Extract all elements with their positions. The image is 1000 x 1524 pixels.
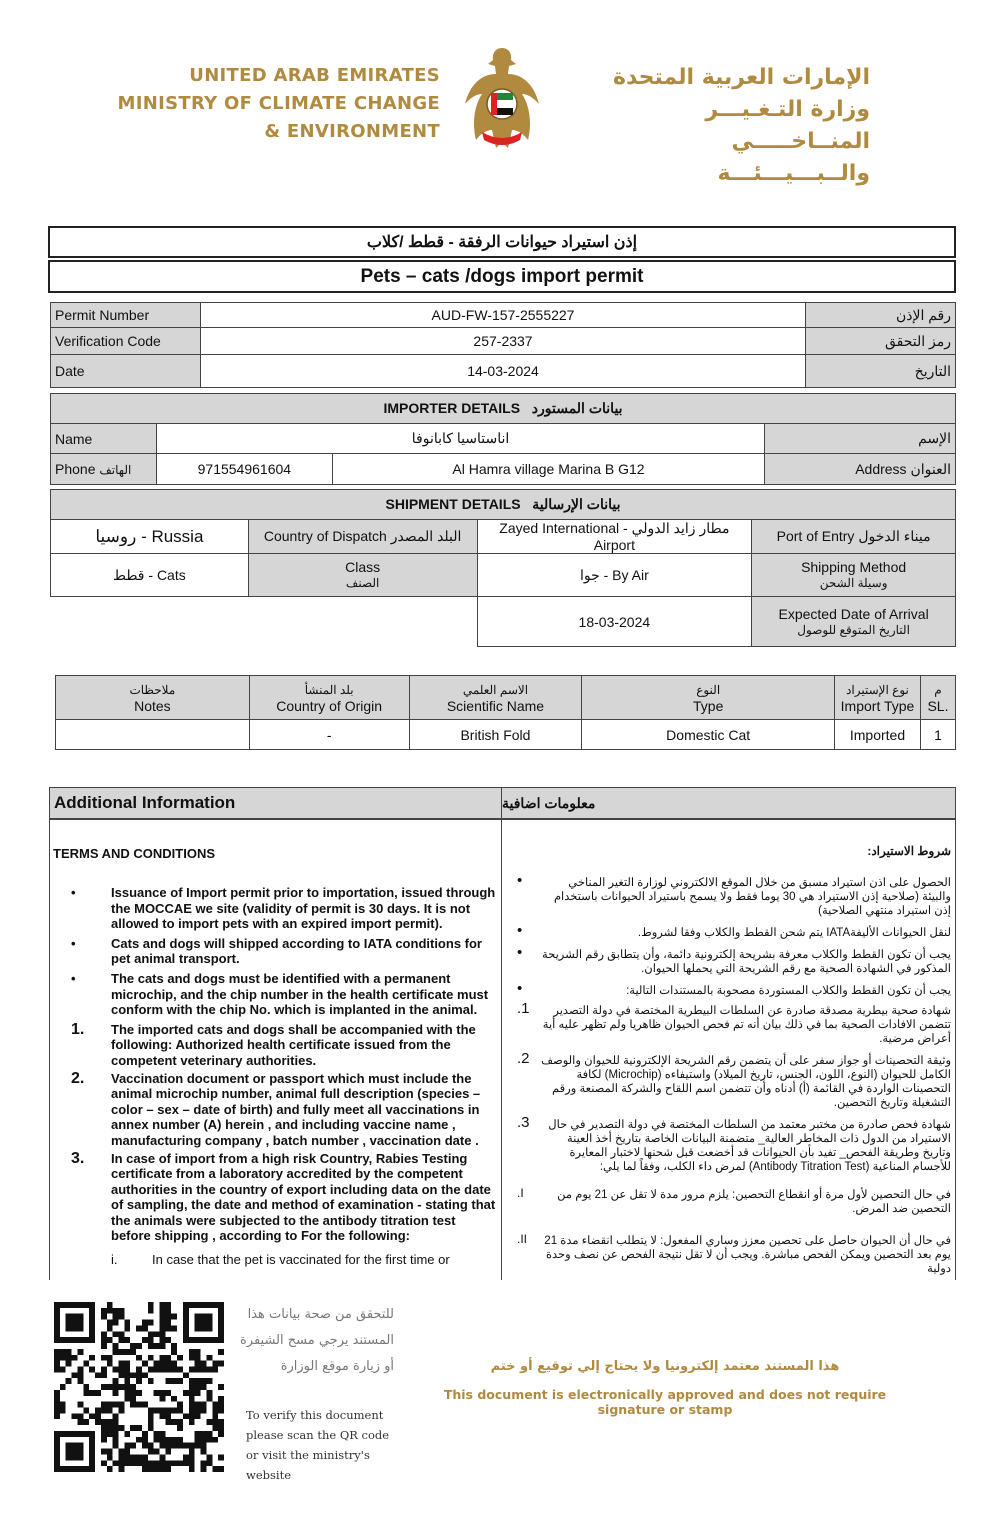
class-label: [248, 554, 477, 597]
col-origin-en: Country of Origin: [276, 697, 383, 714]
col-notes-ar: ملاحظات: [129, 682, 176, 697]
table-cell: [56, 720, 250, 750]
ministry-name-en: [100, 62, 440, 146]
col-origin: [249, 676, 409, 720]
col-scientific-ar: الاسم العلمي: [462, 682, 529, 697]
list-item-text: شهادة فحص صادرة من مختبر معتمد من السلطات المختصة في دولة التصدير في حال الاستيراد من الدول ذات المخاطر العالية_ متضمنة البيانات الخاصة بتاريخ أخذ العينة وتاريخ وطريقة الفحص_ تفيد بأن الحيوانات قد أخضعت قبل شحنها لاختبار المعايرة للأجسام المناعية (Antibody Titration Test) لمرض داء الكلب، وفقاً لما يلي:: [548, 1119, 951, 1173]
bullet-marker: •: [71, 885, 76, 900]
bullet-marker: •: [517, 980, 523, 997]
list-item-text: وثيقة التحصينات أو جواز سفر على أن يتضمن رقم الشريحة الإلكترونية للحيوان والوصف الكامل للحيوان (النوع، اللون، الجنس، تاريخ الميلاد) واستيفاءه (Microchip) لكافة التحصينات الواردة في القائمة (أ) أدناه وأن تتضمن اسم اللقاح والشركة المصنعة ورقم التشغيلة وتاريخ التحصين.: [541, 1055, 951, 1109]
list-item-text: The imported cats and dogs shall be accompanied with the following: Authorized health certificate issued from the competent veterinary authorities.: [111, 1021, 476, 1068]
ministry-name-ar: [560, 62, 870, 190]
number-marker: 3.: [517, 1114, 530, 1131]
arrival-label-en: Expected Date of Arrival: [778, 605, 929, 622]
list-item: [53, 936, 497, 967]
permit-number-label-ar: رقم الإذن: [806, 303, 956, 328]
arrival-value: 18-03-2024: [477, 597, 752, 647]
bullet-marker: •: [517, 872, 523, 889]
terms-en-column: [49, 820, 502, 1280]
col-sl-ar: م: [934, 682, 942, 697]
verify-ar-line: المستند يرجي مسح الشيفرة: [239, 1333, 394, 1348]
header-en-line-2: MINISTRY OF CLIMATE CHANGE: [117, 93, 440, 114]
list-item-text: Vaccination document or passport which must include the animal microchip number, animal full description (species – color – sex – date of birth) and fully meet all vaccinations in annex number (A) herein , and including vaccine name , manufacturing company , batch number , vaccination date .: [111, 1070, 481, 1148]
address-value: Al Hamra village Marina B G12: [332, 454, 764, 485]
address-label-ar: العنوان: [910, 460, 951, 477]
phone-value: 971554961604: [156, 454, 332, 485]
additional-heading-en: Additional Information: [49, 787, 502, 819]
list-item-text: The cats and dogs must be identified with a permanent microchip, and the chip number in the health certificate must conform with the chip No. which is implanted in the animal.: [111, 970, 489, 1018]
terms-heading-en: TERMS AND CONDITIONS: [53, 846, 216, 861]
col-scientific: [409, 676, 582, 720]
col-notes-en: Notes: [134, 697, 171, 714]
bullet-marker: •: [71, 970, 76, 986]
importer-table: [50, 393, 956, 485]
verify-ar-line: للتحقق من صحة بيانات هذا: [247, 1307, 394, 1322]
verification-code-value: 257-2337: [200, 328, 805, 355]
header-ar-line-2: وزارة التـغـيـــر المنــاخـــــي: [705, 97, 870, 154]
entry-value: مطار زايد الدولي - Zayed International Airport: [477, 520, 752, 554]
terms-ar-list: [517, 872, 951, 1276]
phone-label: [51, 454, 157, 485]
verification-code-label-ar: رمز التحقق: [806, 328, 956, 355]
col-scientific-en: Scientific Name: [446, 697, 545, 714]
bullet-marker: •: [71, 935, 76, 951]
roman-marker: II.: [517, 1232, 528, 1246]
verify-ar-line: أو زيارة موقع الوزارة: [280, 1359, 394, 1374]
phone-label-ar: الهاتف: [99, 463, 132, 477]
list-item: [53, 971, 497, 1018]
verify-en-line: please scan the QR code: [246, 1428, 390, 1442]
table-cell: Imported: [835, 720, 921, 750]
col-import-type-ar: نوع الإستيراد: [846, 682, 909, 697]
title-ar: إذن استيراد حيوانات الرفقة - قطط /كلاب: [48, 226, 956, 258]
shipment-heading-ar: بيانات الإرسالية: [532, 496, 621, 512]
empty-cell: [248, 597, 477, 647]
list-item: [517, 944, 951, 976]
class-label-ar: الصنف: [345, 576, 380, 590]
list-item: [53, 885, 497, 932]
number-marker: 2.: [517, 1050, 530, 1067]
method-label-en: Shipping Method: [801, 559, 907, 575]
date-label-ar: التاريخ: [806, 355, 956, 388]
list-item-text: الحصول على اذن استيراد مسبق من خلال الموقع الالكتروني لوزارة التغير المناخي والبيئة (صلاحية إذن الاستيراد هي 30 يوما فقط ولا يسمح باستيراد الحيوانات باستخدام إذن استيراد منتهي الصلاحية): [553, 877, 951, 917]
header-ar-line-3: والــبـــيـــئـــة: [717, 161, 870, 186]
col-origin-ar: بلد المنشأ: [304, 682, 354, 697]
list-item: [517, 1186, 951, 1216]
shipment-heading: [51, 490, 956, 520]
roman-marker: i.: [111, 1252, 118, 1268]
list-item: [53, 1071, 497, 1149]
list-item: [517, 1232, 951, 1276]
address-label-en: Address: [855, 460, 907, 477]
col-type: [582, 676, 835, 720]
date-label: Date: [51, 355, 201, 388]
number-marker: 1.: [71, 1020, 85, 1038]
list-item: [517, 1114, 951, 1174]
col-import-type: [835, 676, 921, 720]
name-label-ar: الإسم: [765, 424, 956, 454]
arrival-label-ar: التاريخ المتوقع للوصول: [797, 622, 910, 637]
bullet-marker: •: [517, 922, 523, 939]
class-label-en: Class: [345, 559, 381, 575]
col-sl-en: SL.: [927, 697, 949, 714]
number-marker: 1.: [517, 1000, 530, 1017]
table-cell: British Fold: [409, 720, 582, 750]
dispatch-value: روسيا - Russia: [51, 520, 249, 554]
table-cell: 1: [920, 720, 955, 750]
list-sub-item: [53, 1252, 497, 1268]
table-cell: Domestic Cat: [582, 720, 835, 750]
number-marker: 3.: [71, 1149, 85, 1167]
approved-ar: هذا المستند معتمد إلكترونيا ولا يحتاج إلي توقيع أو ختم: [490, 1359, 840, 1374]
animals-table: [55, 675, 956, 750]
permit-number-label: Permit Number: [51, 303, 201, 328]
list-item: [53, 1151, 497, 1245]
verify-en-line: or visit the ministry's website: [246, 1448, 370, 1482]
verify-text-en: [246, 1405, 416, 1485]
importer-heading-ar: بيانات المستورد: [531, 400, 623, 416]
list-item-text: In case of import from a high risk Country, Rabies Testing certificate from a laboratory accredited by the competent authorities in the country of export including data on the date of sampling, the date and method of examination - stating that the animals were subjected to the antibody titration test before shipping , according to For the following:: [111, 1150, 496, 1244]
uae-eagle-emblem-icon: [462, 44, 542, 156]
list-item: [517, 922, 951, 940]
qr-code-icon: [54, 1302, 224, 1472]
terms-en-list: [53, 885, 497, 1268]
list-item-text: In case that the pet is vaccinated for the first time or: [152, 1252, 450, 1268]
list-item-text: يجب أن تكون القطط والكلاب معرفة بشريحة إلكترونية دائمة، وأن يتطابق رقم الشريحة المذكور في الشهادة الصحية مع رقم الشريحة التي يحملها الحيوان.: [542, 949, 951, 975]
list-item-text: Issuance of Import permit prior to importation, issued through the MOCCAE we site (validity of permit is 30 days. It is not allowed to import pets with an expired import permit).: [111, 885, 496, 932]
list-item: [517, 872, 951, 918]
col-type-ar: النوع: [696, 682, 721, 697]
col-import-type-en: Import Type: [840, 697, 915, 714]
terms-ar-column: [501, 820, 956, 1280]
header-en-line-1: UNITED ARAB EMIRATES: [189, 65, 440, 86]
method-value: جوا - By Air: [477, 554, 752, 597]
additional-heading-ar: معلومات اضافية: [501, 787, 956, 819]
header-en-line-3: & ENVIRONMENT: [264, 121, 440, 142]
list-item-text: شهادة صحية بيطرية مصدقة صادرة عن السلطات البيطرية المختصة في دولة التصدير تتضمن الافادات الصحية بما في ذلك بيان أنه تم فحص الحيوان ظاهريا ولم تظهر عليه أية أعراض مرضية.: [542, 1005, 951, 1045]
permit-table: [50, 302, 956, 388]
address-label: [765, 454, 956, 485]
header-ar-line-1: الإمارات العربية المتحدة: [612, 65, 870, 90]
name-label: Name: [51, 424, 157, 454]
dispatch-label: Country of Dispatch البلد المصدر: [248, 520, 477, 554]
shipment-table: [50, 489, 956, 647]
permit-number-value: AUD-FW-157-2555227: [200, 303, 805, 328]
number-marker: 2.: [71, 1069, 85, 1087]
list-item: [517, 980, 951, 998]
list-item-text: في حال أن الحيوان حاصل على تحصين معزز وساري المفعول: لا يتطلب انقضاء مدة 21 يوم بعد التحصين ويمكن الفحص مباشرة. ويجب أن لا تقل نتيجة الفحص عن نصف وحدة دولية: [544, 1235, 951, 1275]
list-item-text: في حال التحصين لأول مرة أو انقطاع التحصين: يلزم مرور مدة لا تقل عن 21 يوم من التحصين ضد المرض.: [557, 1189, 951, 1215]
bullet-marker: •: [517, 944, 523, 961]
list-item-text: يجب أن تكون القطط والكلاب المستوردة مصحوبة بالمستندات التالية:: [626, 985, 951, 997]
arrival-label: [752, 597, 956, 647]
list-item: [517, 1000, 951, 1046]
verification-code-label: Verification Code: [51, 328, 201, 355]
importer-heading: [51, 394, 956, 424]
verify-text-ar: [232, 1302, 394, 1380]
method-label: [752, 554, 956, 597]
shipment-heading-en: SHIPMENT DETAILS: [385, 496, 521, 512]
importer-heading-en: IMPORTER DETAILS: [383, 400, 521, 416]
empty-cell: [51, 597, 249, 647]
roman-marker: I.: [517, 1186, 524, 1200]
method-label-ar: وسيلة الشحن: [819, 576, 888, 590]
table-cell: -: [249, 720, 409, 750]
list-item: [53, 1022, 497, 1069]
approved-en: This document is electronically approved and does not require signature or stamp: [443, 1387, 887, 1417]
list-item: [517, 1050, 951, 1110]
terms-heading-ar: شروط الاستيراد:: [867, 844, 951, 858]
col-type-en: Type: [693, 697, 724, 714]
list-item-text: Cats and dogs will shipped according to IATA conditions for pet animal transport.: [111, 935, 482, 967]
title-en: Pets – cats /dogs import permit: [48, 260, 956, 293]
col-sl: [920, 676, 955, 720]
verify-en-line: To verify this document: [246, 1408, 384, 1422]
date-value: 14-03-2024: [200, 355, 805, 388]
phone-label-en: Phone: [55, 461, 96, 477]
list-item-text: لنقل الحيوانات الأليفةIATA يتم شحن القطط والكلاب وفقا لشروط.: [637, 927, 951, 939]
name-value: اناستاسيا كابانوفا: [156, 424, 764, 454]
class-value: قطط - Cats: [51, 554, 249, 597]
col-notes: [56, 676, 250, 720]
entry-label: Port of Entry ميناء الدخول: [752, 520, 956, 554]
